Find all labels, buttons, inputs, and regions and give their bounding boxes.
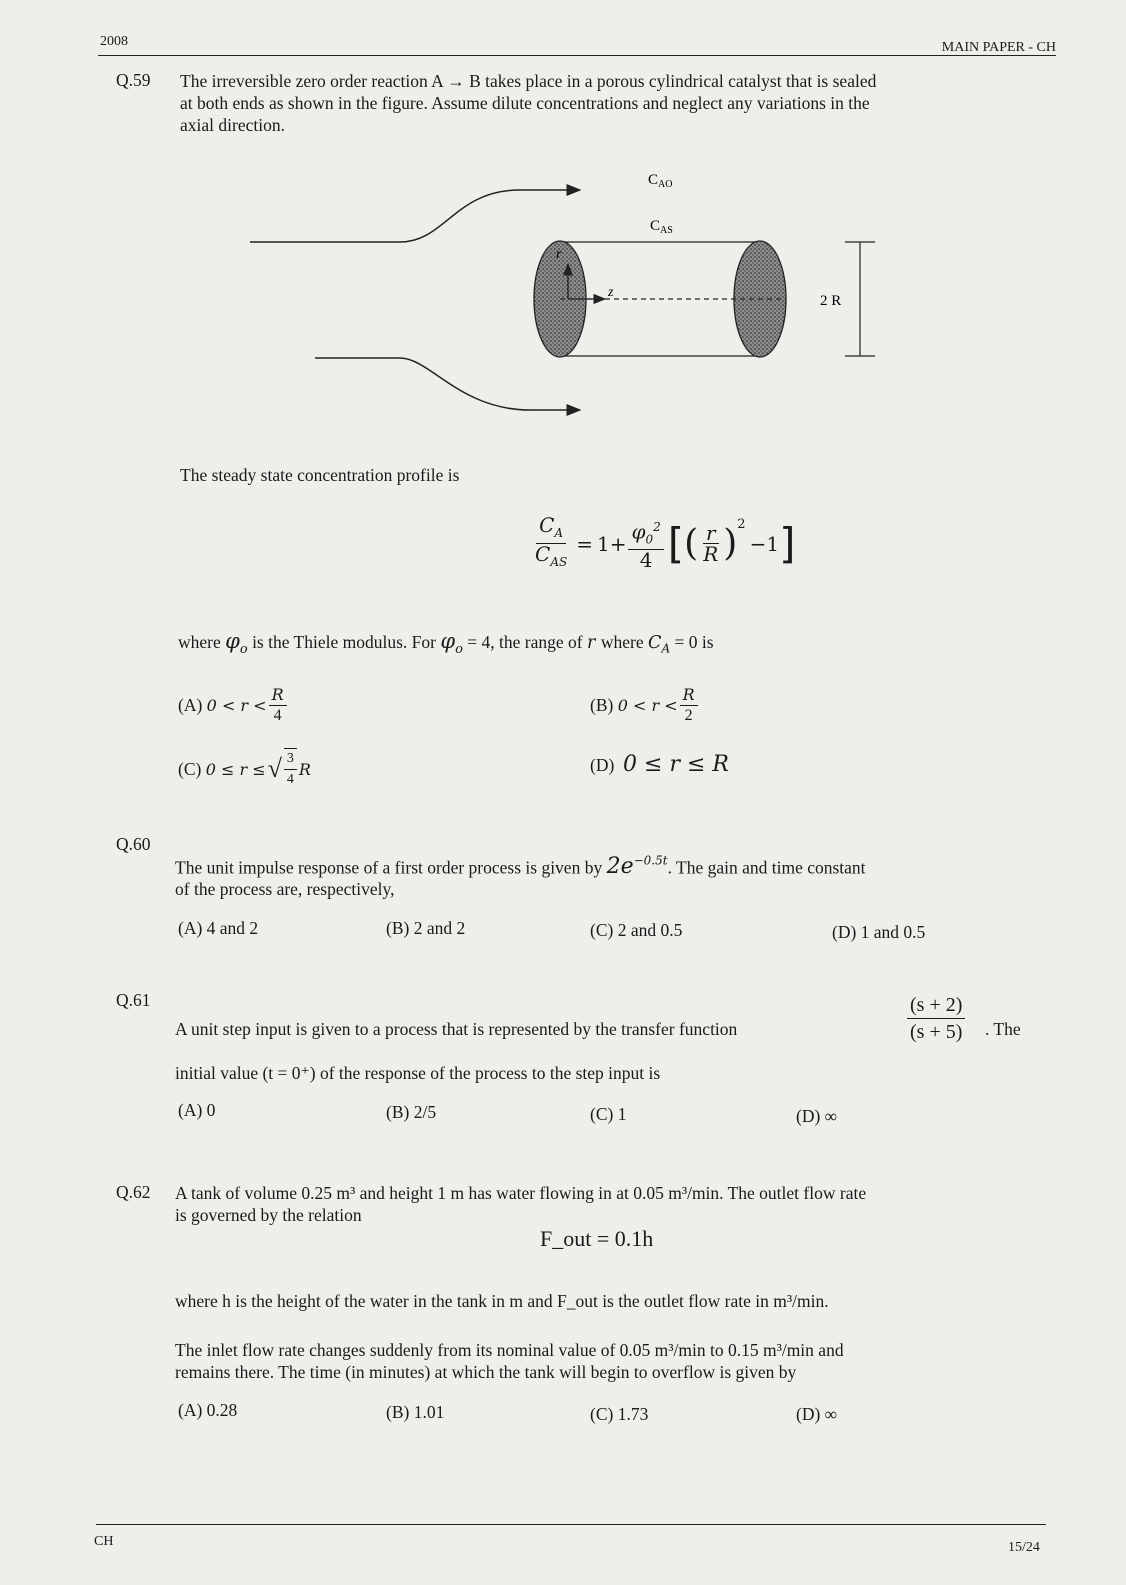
q59-number: Q.59 (116, 70, 151, 90)
q61-option-a[interactable]: (A) 0 (178, 1100, 216, 1120)
label-r: r (556, 247, 562, 262)
q61-number: Q.61 (116, 990, 151, 1010)
q60-option-c[interactable]: (C) 2 and 0.5 (590, 920, 683, 940)
q59-profile-text: The steady state concentration profile is (180, 465, 460, 485)
q62-number: Q.62 (116, 1182, 151, 1202)
q60-number: Q.60 (116, 834, 151, 854)
q59-text: The irreversible zero order reaction A → B takes place in a porous cylindrical catalyst that is sealed at both ends as shown in the figure. Assume dilute concentrations and neglect any variations in the axial direction. (180, 71, 877, 135)
q62-equation: F_out = 0.1h (540, 1226, 654, 1251)
q61-option-b[interactable]: (B) 2/5 (386, 1102, 437, 1122)
q60-option-b[interactable]: (B) 2 and 2 (386, 918, 466, 938)
q62-option-c[interactable]: (C) 1.73 (590, 1404, 649, 1424)
q59-option-a[interactable]: (A) 0 < r < $\frac{R}{4}$ (178, 685, 289, 726)
header-rule (98, 55, 1056, 56)
upper-flow-arrow (250, 190, 580, 242)
label-cao: $C_{AO}$ (648, 172, 673, 190)
label-z: z (608, 285, 614, 300)
footer-code: CH (94, 1534, 114, 1549)
q59-equation: $\frac{C_A}{C_{AS}}$ = 1+ $\frac{\varphi_0^2}{4}$ [ ( $\frac{r}{R}$ ) $^2$ −1 ] (535, 513, 796, 573)
q62-option-d[interactable]: (D) ∞ (796, 1404, 838, 1424)
q61-transfer-function: $\frac{(s + 2)}{(s + 5)}$ (905, 992, 967, 1045)
q59-option-c[interactable]: (C) 0 ≤ r ≤ √ $\frac{3}{4}$ R (178, 748, 311, 790)
q61-option-d[interactable]: (D) ∞ (796, 1106, 838, 1126)
q61-text-2: initial value (t = 0⁺) of the response of the process to the step input is (175, 1063, 661, 1083)
q62-text-1: A tank of volume 0.25 m³ and height 1 m has water flowing in at 0.05 m³/min. The outlet flow rate is governed by the relation (175, 1183, 867, 1225)
footer-page: 15/24 (1008, 1540, 1040, 1555)
q59-option-d[interactable]: (D) 0 ≤ r ≤ R (590, 752, 729, 777)
q60-option-a[interactable]: (A) 4 and 2 (178, 918, 259, 938)
header-year: 2008 (100, 34, 128, 49)
lower-flow-arrow (315, 358, 580, 410)
q62-text-4: The inlet flow rate changes suddenly from its nominal value of 0.05 m³/min to 0.15 m³/min and remains there. The time (in minutes) at which the tank will begin to overflow is given by (175, 1340, 844, 1382)
header-paper: MAIN PAPER - CH (941, 40, 1056, 55)
q62-option-a[interactable]: (A) 0.28 (178, 1400, 238, 1420)
q61-text-1: A unit step input is given to a process that is represented by the transfer function (175, 1019, 738, 1039)
label-cas: $C_{AS}$ (650, 218, 673, 236)
q59-where-text: where $\varphi_o$ is the Thiele modulus. For $\varphi_o = 4$, the range of r where $C_A = 0$ is (178, 629, 714, 658)
q61-option-c[interactable]: (C) 1 (590, 1104, 627, 1124)
label-2r: 2 R (820, 293, 842, 309)
q59-option-b[interactable]: (B) 0 < r < $\frac{R}{2}$ (590, 685, 700, 726)
q62-option-b[interactable]: (B) 1.01 (386, 1402, 445, 1422)
footer-rule (96, 1524, 1046, 1525)
q61-text-1b: . The (985, 1019, 1021, 1039)
q60-option-d[interactable]: (D) 1 and 0.5 (832, 922, 926, 942)
q62-text-3: where h is the height of the water in the tank in m and F_out is the outlet flow rate in m³/min. (175, 1291, 829, 1311)
catalyst-figure (230, 160, 880, 430)
q60-text: The unit impulse response of a first order process is given by $2e^{-0.5t}$. The gain and time constant of the process are, respectively, (175, 854, 866, 900)
